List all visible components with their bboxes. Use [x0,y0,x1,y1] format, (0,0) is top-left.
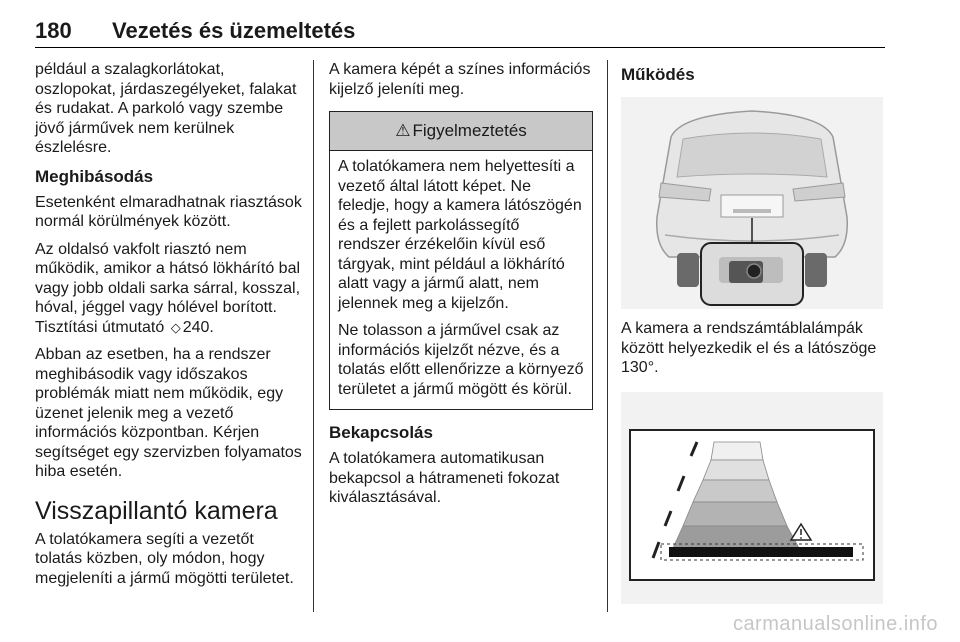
page-header [35,16,885,46]
warning-header [330,112,592,151]
paragraph-with-reference [35,240,303,338]
section-heading-operation: Működés [621,65,695,84]
camera-display-illustration [621,392,883,604]
column-right [621,60,891,604]
warning-body [330,151,592,409]
car-rear-svg [621,97,883,309]
paragraph: A tolatókamera automatikusan bekapcsol a hátrameneti fokozat kiválasztásával. [329,450,560,506]
section-heading-switch-on: Bekapcsolás [329,423,433,442]
page-title: Vezetés és üzemeltetés [112,18,356,43]
header-rule [35,47,885,48]
watermark: carmanualsonline.info [732,613,938,635]
car-rear-camera-illustration [621,97,883,309]
section-heading-camera: Visszapillantó kamera [35,496,278,525]
camera-display-svg [621,392,883,604]
warning-title: Figyelmeztetés [412,121,527,140]
warning-triangle-icon: ⚠ [395,121,411,140]
paragraph: A tolatókamera segíti a vezetőt tolatás közben, oly módon, hogy megjeleníti a jármű mögötti területet. [35,530,294,587]
paragraph: például a szalagkorlátokat, oszlopokat, járdaszegélyeket, falakat és rudakat. A parkoló vagy szembe jövő járművek nem kerülnek észlelésre. [35,61,297,156]
warning-text: Ne tolasson a járművel csak az információs kijelzőt nézve, és a tolatás előtt ellenőrizze a környező területet a jármű mögött és körül. [338,322,584,398]
page-number: 180 [35,18,72,43]
figure-caption: A kamera a rendszámtáblalámpák között helyezkedik el és a látószöge 130°. [621,320,877,376]
paragraph: Abban az esetben, ha a rendszer meghibásodik vagy időszakos problémák miatt nem működik, egy üzenet jelenik meg a vezető információs központban. Kérjen segítséget egy szervizben folyamatos hiba esetén. [35,346,302,480]
column-left [35,60,303,596]
section-heading-fault: Meghibásodás [35,166,154,186]
warning-text: A tolatókamera nem helyettesíti a vezető által látott képet. Ne feledje, hogy a kamera látószögén és a fejlett parkolássegítő rendszer érzékelőin kívül eső tárgyak, mint például a lökhárító alatt vagy a jármű alatt, nem jelennek meg a kijelzőn. [338,158,582,312]
paragraph: A kamera képét a színes információs kijelző jeleníti meg. [329,61,591,98]
column-divider [313,60,314,612]
column-middle [329,60,593,516]
paragraph-text: Az oldalsó vakfolt riasztó nem működik, amikor a hátsó lökhárító bal vagy jobb oldali sarka sárral, kosszal, hóval, jéggel vagy hólével borított. Tisztítási útmutató [35,240,301,336]
column-divider [607,60,608,612]
page-reference[interactable]: 240. [182,318,214,336]
page-reference-icon: ◇ [170,319,181,335]
paragraph: Esetenként elmaradhatnak riasztások normál körülmények között. [35,193,302,230]
warning-box [329,111,593,410]
